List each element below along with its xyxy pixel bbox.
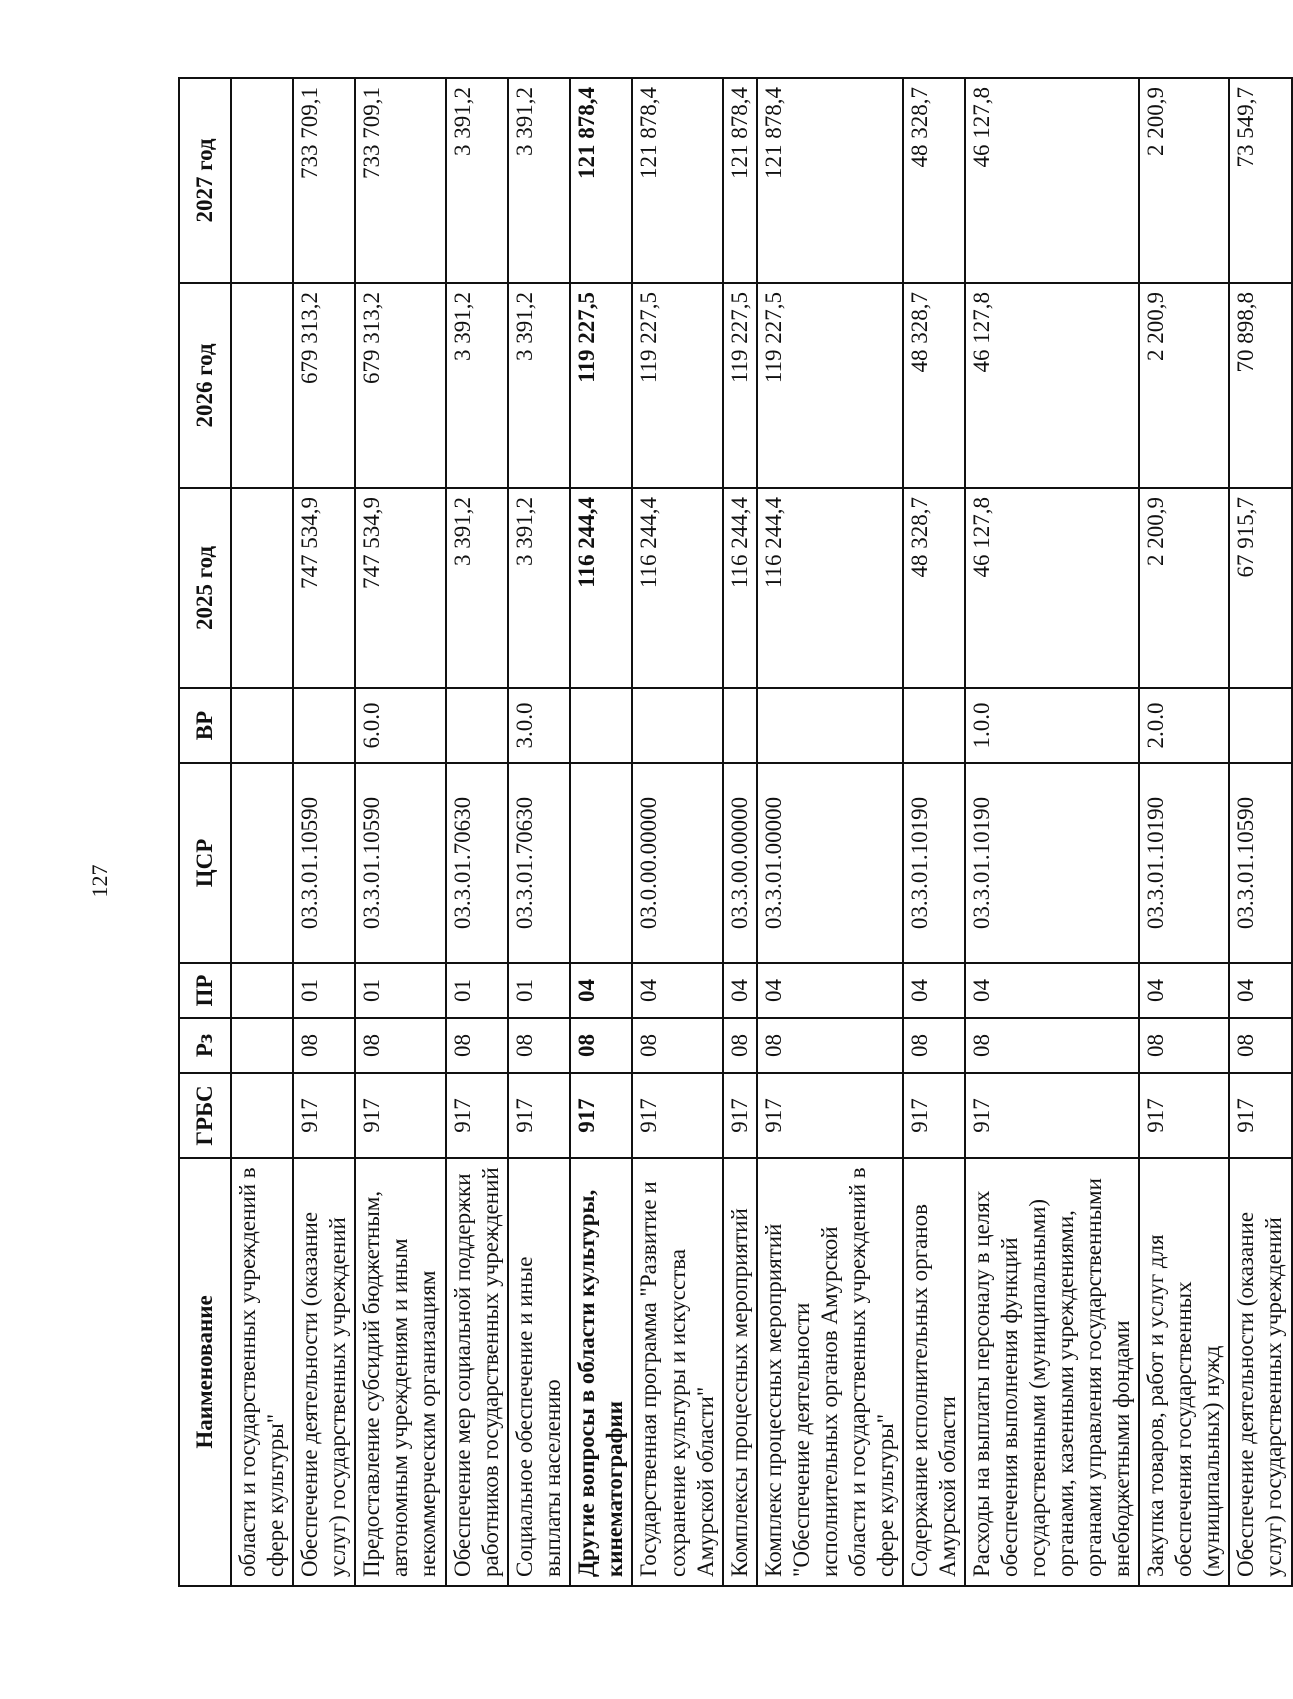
cell-csr: 03.3.01.10590 [293, 763, 355, 963]
cell-2025: 48 328,7 [903, 488, 965, 688]
cell-2027: 121 878,4 [570, 78, 632, 283]
cell-csr: 03.3.01.10190 [965, 763, 1139, 963]
cell-rz: 08 [355, 1018, 446, 1073]
cell-2026: 48 328,7 [903, 283, 965, 488]
table-row [965, 78, 1139, 1586]
header-name: Наименование [179, 1158, 231, 1586]
cell-grbs: 917 [632, 1073, 722, 1158]
cell-name: Содержание исполнительных органов Амурской области [903, 1158, 965, 1586]
table-row [570, 78, 632, 1586]
cell-rz: 08 [903, 1018, 965, 1073]
cell-2025: 3 391,2 [508, 488, 570, 688]
cell-pr: 04 [1139, 963, 1229, 1018]
cell-csr [570, 763, 632, 963]
page-number: 127 [87, 864, 112, 898]
cell-2026: 119 227,5 [723, 283, 757, 488]
cell-grbs [231, 1073, 293, 1158]
budget-table [178, 77, 1293, 1587]
cell-vr [446, 688, 508, 763]
cell-vr [723, 688, 757, 763]
cell-2027 [231, 78, 293, 283]
cell-2025: 747 534,9 [293, 488, 355, 688]
cell-vr: 6.0.0 [355, 688, 446, 763]
cell-pr: 04 [570, 963, 632, 1018]
cell-vr [757, 688, 903, 763]
cell-rz: 08 [1229, 1018, 1291, 1073]
header-2026: 2026 год [179, 283, 231, 488]
cell-pr: 04 [757, 963, 903, 1018]
cell-rz: 08 [965, 1018, 1139, 1073]
cell-rz: 08 [508, 1018, 570, 1073]
cell-grbs: 917 [446, 1073, 508, 1158]
cell-vr [1229, 688, 1291, 763]
cell-grbs: 917 [1229, 1073, 1291, 1158]
cell-2026: 119 227,5 [632, 283, 722, 488]
cell-pr: 04 [965, 963, 1139, 1018]
cell-2025: 116 244,4 [570, 488, 632, 688]
cell-2027: 121 878,4 [723, 78, 757, 283]
cell-2025: 116 244,4 [723, 488, 757, 688]
table-header-row [179, 78, 231, 1586]
table-row [446, 78, 508, 1586]
header-2025: 2025 год [179, 488, 231, 688]
table-row [355, 78, 446, 1586]
cell-2026: 679 313,2 [293, 283, 355, 488]
cell-rz: 08 [446, 1018, 508, 1073]
cell-2026: 119 227,5 [570, 283, 632, 488]
cell-2027: 2 200,9 [1139, 78, 1229, 283]
cell-2025: 67 915,7 [1229, 488, 1291, 688]
cell-2027: 3 391,2 [446, 78, 508, 283]
cell-2027: 121 878,4 [632, 78, 722, 283]
cell-2025: 116 244,4 [632, 488, 722, 688]
cell-name: Обеспечение деятельности (оказание услуг) государственных учреждений [293, 1158, 355, 1586]
cell-vr: 1.0.0 [965, 688, 1139, 763]
table-row [508, 78, 570, 1586]
cell-rz: 08 [757, 1018, 903, 1073]
cell-vr [231, 688, 293, 763]
cell-name: Обеспечение деятельности (оказание услуг) государственных учреждений [1229, 1158, 1291, 1586]
table-row [723, 78, 757, 1586]
table-row [293, 78, 355, 1586]
table-row [231, 78, 293, 1586]
cell-vr: 3.0.0 [508, 688, 570, 763]
cell-2025: 747 534,9 [355, 488, 446, 688]
cell-pr: 01 [508, 963, 570, 1018]
cell-2026: 70 898,8 [1229, 283, 1291, 488]
header-grbs: ГРБС [179, 1073, 231, 1158]
cell-pr: 04 [632, 963, 722, 1018]
cell-2025: 3 391,2 [446, 488, 508, 688]
cell-vr [903, 688, 965, 763]
cell-2027: 73 549,7 [1229, 78, 1291, 283]
cell-csr: 03.3.01.70630 [508, 763, 570, 963]
cell-vr: 2.0.0 [1139, 688, 1229, 763]
cell-csr: 03.3.01.10590 [355, 763, 446, 963]
cell-name: области и государственных учреждений в сфере культуры" [231, 1158, 293, 1586]
cell-name: Другие вопросы в области культуры, кинематографии [570, 1158, 632, 1586]
cell-2027: 46 127,8 [965, 78, 1139, 283]
budget-table-rotated-container [178, 79, 1287, 1587]
cell-rz: 08 [632, 1018, 722, 1073]
cell-name: Обеспечение мер социальной поддержки работников государственных учреждений [446, 1158, 508, 1586]
cell-csr: 03.3.01.10590 [1229, 763, 1291, 963]
cell-pr: 04 [903, 963, 965, 1018]
table-row [903, 78, 965, 1586]
cell-2025 [231, 488, 293, 688]
cell-pr: 01 [293, 963, 355, 1018]
table-row [1229, 78, 1291, 1586]
cell-name: Комплекс процессных мероприятий "Обеспечение деятельности исполнительных органов Амурской области и государственных учреждений в сфере культуры" [757, 1158, 903, 1586]
cell-grbs: 917 [1139, 1073, 1229, 1158]
cell-csr: 03.3.01.10190 [903, 763, 965, 963]
cell-name: Социальное обеспечение и иные выплаты населению [508, 1158, 570, 1586]
cell-pr: 01 [446, 963, 508, 1018]
header-pr: ПР [179, 963, 231, 1018]
header-csr: ЦСР [179, 763, 231, 963]
cell-2027: 48 328,7 [903, 78, 965, 283]
cell-grbs: 917 [965, 1073, 1139, 1158]
cell-grbs: 917 [293, 1073, 355, 1158]
cell-2026: 3 391,2 [446, 283, 508, 488]
cell-name: Расходы на выплаты персоналу в целях обеспечения выполнения функций государственными (муниципальными) органами, казенными учреждениями, органами управления государственными внебюджетными фондами [965, 1158, 1139, 1586]
cell-2026: 3 391,2 [508, 283, 570, 488]
cell-2027: 733 709,1 [293, 78, 355, 283]
cell-grbs: 917 [757, 1073, 903, 1158]
cell-name: Комплексы процессных мероприятий [723, 1158, 757, 1586]
cell-name: Закупка товаров, работ и услуг для обеспечения государственных (муниципальных) нужд [1139, 1158, 1229, 1586]
cell-2027: 733 709,1 [355, 78, 446, 283]
cell-csr: 03.3.01.00000 [757, 763, 903, 963]
cell-csr [231, 763, 293, 963]
cell-2026: 119 227,5 [757, 283, 903, 488]
cell-rz: 08 [570, 1018, 632, 1073]
header-2027: 2027 год [179, 78, 231, 283]
cell-rz: 08 [723, 1018, 757, 1073]
cell-rz: 08 [293, 1018, 355, 1073]
cell-2026: 46 127,8 [965, 283, 1139, 488]
cell-grbs: 917 [508, 1073, 570, 1158]
cell-name: Государственная программа "Развитие и сохранение культуры и искусства Амурской области" [632, 1158, 722, 1586]
cell-2026 [231, 283, 293, 488]
header-vr: ВР [179, 688, 231, 763]
cell-2025: 2 200,9 [1139, 488, 1229, 688]
header-rz: Рз [179, 1018, 231, 1073]
cell-vr [632, 688, 722, 763]
cell-grbs: 917 [570, 1073, 632, 1158]
cell-pr [231, 963, 293, 1018]
cell-pr: 01 [355, 963, 446, 1018]
cell-csr: 03.3.01.10190 [1139, 763, 1229, 963]
table-row [632, 78, 722, 1586]
cell-2027: 121 878,4 [757, 78, 903, 283]
cell-csr: 03.3.01.70630 [446, 763, 508, 963]
cell-vr [293, 688, 355, 763]
cell-pr: 04 [1229, 963, 1291, 1018]
cell-rz: 08 [1139, 1018, 1229, 1073]
cell-grbs: 917 [723, 1073, 757, 1158]
cell-2026: 679 313,2 [355, 283, 446, 488]
cell-csr: 03.0.00.00000 [632, 763, 722, 963]
table-row [1139, 78, 1229, 1586]
cell-pr: 04 [723, 963, 757, 1018]
cell-2027: 3 391,2 [508, 78, 570, 283]
cell-csr: 03.3.00.00000 [723, 763, 757, 963]
cell-2026: 2 200,9 [1139, 283, 1229, 488]
cell-name: Предоставление субсидий бюджетным, автономным учреждениям и иным некоммерческим организациям [355, 1158, 446, 1586]
cell-2025: 46 127,8 [965, 488, 1139, 688]
cell-grbs: 917 [903, 1073, 965, 1158]
cell-grbs: 917 [355, 1073, 446, 1158]
cell-2025: 116 244,4 [757, 488, 903, 688]
cell-vr [570, 688, 632, 763]
cell-rz [231, 1018, 293, 1073]
table-row [757, 78, 903, 1586]
